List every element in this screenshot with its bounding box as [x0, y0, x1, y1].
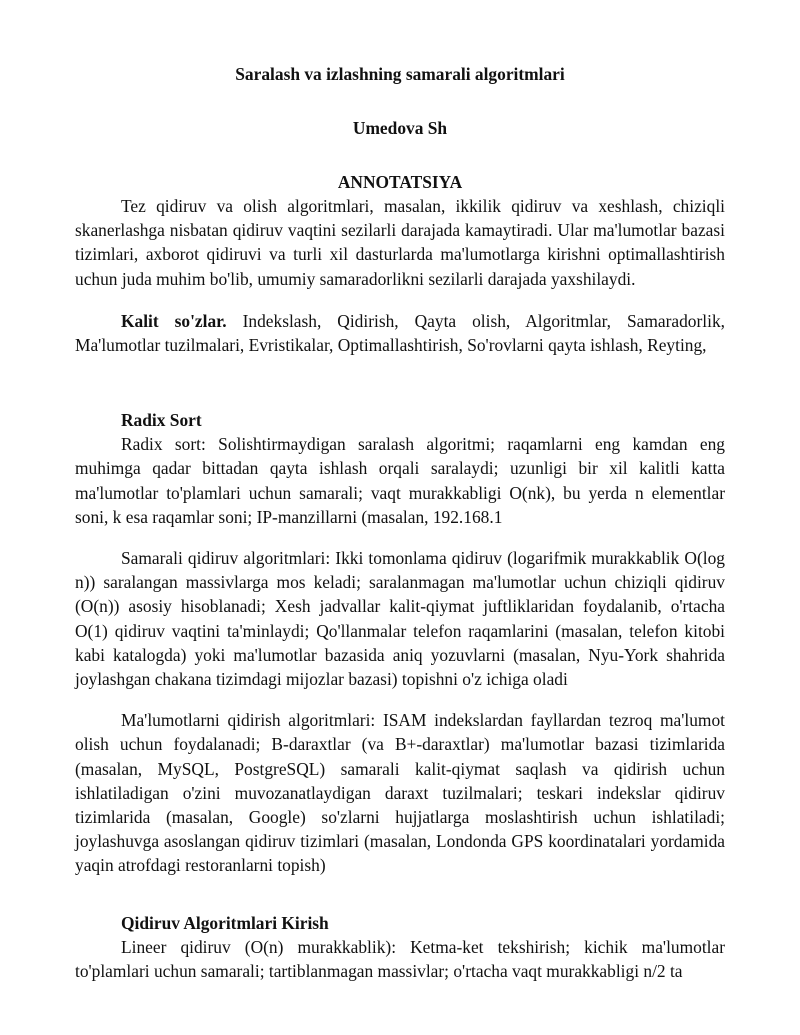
radix-sort-heading: Radix Sort [121, 410, 202, 431]
search-intro-paragraph: Lineer qidiruv (O(n) murakkablik): Ketma-ket tekshirish; kichik ma'lumotlar to'plamlari uchun samarali; tartiblanmagan massivlar; o'rtacha vaqt murakkabligi n/2 ta [75, 936, 725, 981]
retrieval-algorithms-paragraph: Ma'lumotlarni qidirish algoritmlari: ISAM indekslardan fayllardan tezroq ma'lumot olish uchun foydalanadi; B-daraxtlar (va B+-daraxtlar) ma'lumotlar bazasi tizimlarida (masalan, MySQL, PostgreSQL) samarali kalit-qiymat saqlash va qidirish uchun ishlatiladigan o'zini muvozanatlaydigan daraxt tuzilmalari; teskari indekslar qidiruv tizimlarida (masalan, Google) so'zlarni hujjatlarga moslashtirish uchun ishlatiladi; joylashuvga asoslangan qidiruv tizimlari (masalan, Londonda GPS koordinatalari yordamida yaqin atrofdagi restoranlarni topish) [75, 710, 725, 876]
search-algorithms-paragraph: Samarali qidiruv algoritmlari: Ikki tomonlama qidiruv (logarifmik murakkablik O(log n)) saralangan massivlarga mos keladi; saralanmagan ma'lumotlar uchun chiziqli qidiruv (O(n)) asosiy hisoblanadi; Xesh jadvallar kalit-qiymat juftliklaridan foydalanib, o'rtacha O(1) qidiruv vaqtini ta'minlaydi; Qo'llanmalar telefon raqamlarini (masalan, telefon kitobi kabi katalogda) yoki ma'lumotlar bazasida aniq yozuvlarni (masalan, Nyu-York shahrida joylashgan chakana tizimdagi mijozlar bazasi) topishni o'z ichiga oladi [75, 548, 725, 690]
document-title: Saralash va izlashning samarali algoritmlari [235, 64, 565, 84]
document-author: Umedova Sh [352, 118, 448, 138]
document-page [75, 62, 725, 983]
keywords-paragraph [75, 309, 725, 357]
annotation-heading: ANNOTATSIYA [337, 172, 463, 192]
keywords-text: Indekslash, Qidirish, Qayta olish, Algoritmlar, Samaradorlik, Ma'lumotlar tuzilmalari, Evristikalar, Optimallashtirish, So'rovlarni qayta ishlash, Reyting, [75, 310, 725, 356]
search-intro-heading: Qidiruv Algoritmlari Kirish [121, 912, 329, 933]
annotation-paragraph: Tez qidiruv va olish algoritmlari, masalan, ikkilik qidiruv va xeshlash, chiziqli skanerlashga nisbatan qidiruv vaqtini sezilarli darajada kamaytiradi. Ular ma'lumotlar bazasi tizimlari, axborot qidiruvi va turli xil dasturlarda ma'lumotlarga kirishni optimallashtirish uchun juda muhim bo'lib, umumiy samaradorlikni sezilarli darajada yaxshilaydi. [75, 196, 725, 289]
radix-sort-paragraph: Radix sort: Solishtirmaydigan saralash algoritmi; raqamlarni eng kamdan eng muhimga qadar bittadan qayta ishlash orqali saralaydi; uzunligi bir xil kalitli katta ma'lumotlar to'plamlari uchun samarali; vaqt murakkabligi O(nk), bu yerda n elementlar soni, k esa raqamlar soni; IP-manzillarni (masalan, 192.168.1 [75, 434, 725, 527]
keywords-label: Kalit so'zlar. [121, 310, 227, 331]
